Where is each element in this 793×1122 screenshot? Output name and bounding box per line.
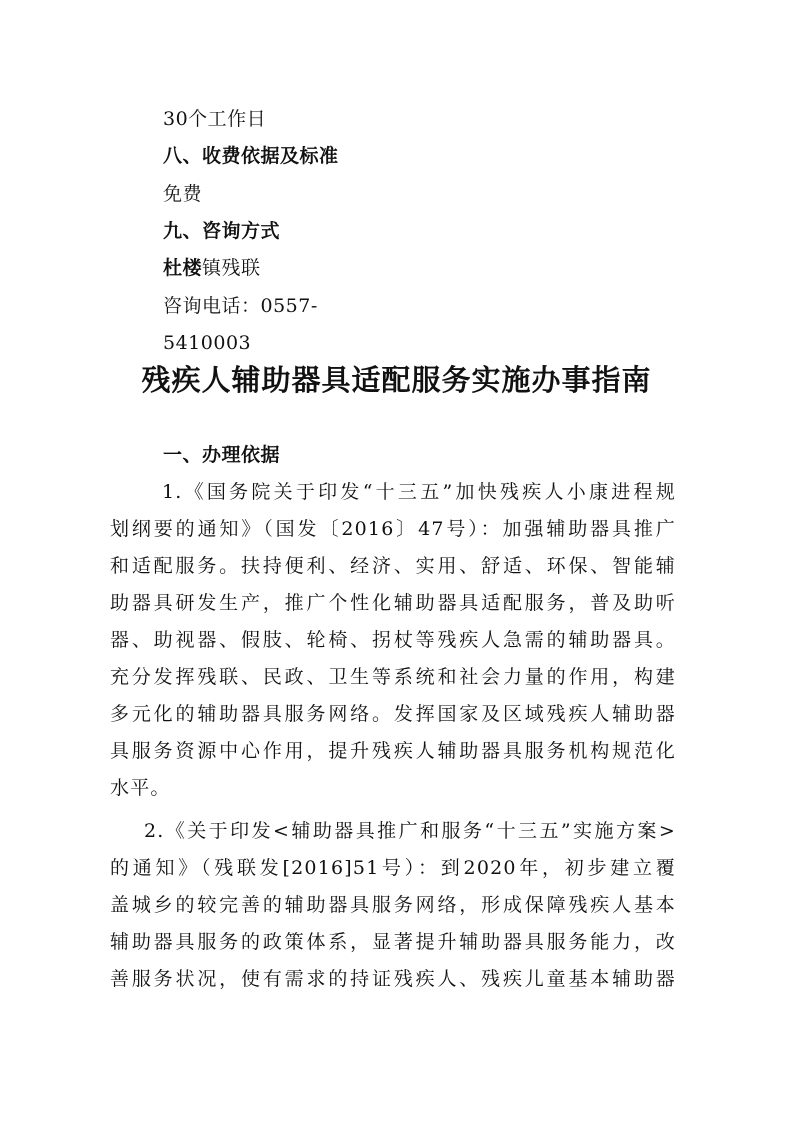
duration-value: 30个工作日: [163, 108, 267, 130]
contact-org: [163, 256, 261, 280]
para1-line: 和适配服务。扶持便利、经济、实用、舒适、环保、智能辅: [110, 555, 676, 577]
para1-line: 1.《国务院关于印发“十三五”加快残疾人小康进程规: [162, 481, 676, 503]
para1-line: 充分发挥残联、民政、卫生等系统和社会力量的作用，构建: [110, 666, 676, 688]
para1-line: 水平。: [110, 777, 171, 799]
contact-heading: 九、咨询方式: [163, 220, 281, 242]
contact-org-rest: 镇残联: [202, 257, 261, 279]
fee-heading: 八、收费依据及标准: [163, 145, 339, 167]
paragraph-2: [110, 813, 676, 998]
para1-line: 器、助视器、假肢、轮椅、拐杖等残疾人急需的辅助器具。: [110, 629, 676, 651]
fee-value: 免费: [163, 183, 203, 205]
phone-line-2: 5410003: [163, 332, 252, 354]
para2-line: 2.《关于印发<辅助器具推广和服务“十三五”实施方案>: [144, 820, 676, 842]
para2-line: 的通知》（残联发[2016]51号）：到2020年，初步建立覆: [110, 857, 676, 879]
para1-line: 具服务资源中心作用，提升残疾人辅助器具服务机构规范化: [110, 740, 676, 762]
para1-line: 划纲要的通知》（国发〔2016〕47号）：加强辅助器具推广: [110, 518, 676, 540]
guide-title: 残疾人辅助器具适配服务实施办事指南: [141, 363, 652, 397]
contact-org-bold: 杜楼: [163, 257, 203, 279]
section1-heading: 一、办理依据: [163, 444, 281, 466]
para2-line: 善服务状况，使有需求的持证残疾人、残疾儿童基本辅助器: [110, 968, 676, 990]
para1-line: 助器具研发生产，推广个性化辅助器具适配服务，普及助听: [110, 592, 676, 614]
para2-line: 盖城乡的较完善的辅助器具服务网络，形成保障残疾人基本: [110, 894, 676, 916]
para1-line: 多元化的辅助器具服务网络。发挥国家及区域残疾人辅助器: [110, 703, 676, 725]
paragraph-1: [110, 474, 676, 807]
para2-line: 辅助器具服务的政策体系，显著提升辅助器具服务能力，改: [110, 931, 676, 953]
phone-line-1: 咨询电话：0557-: [163, 295, 318, 317]
